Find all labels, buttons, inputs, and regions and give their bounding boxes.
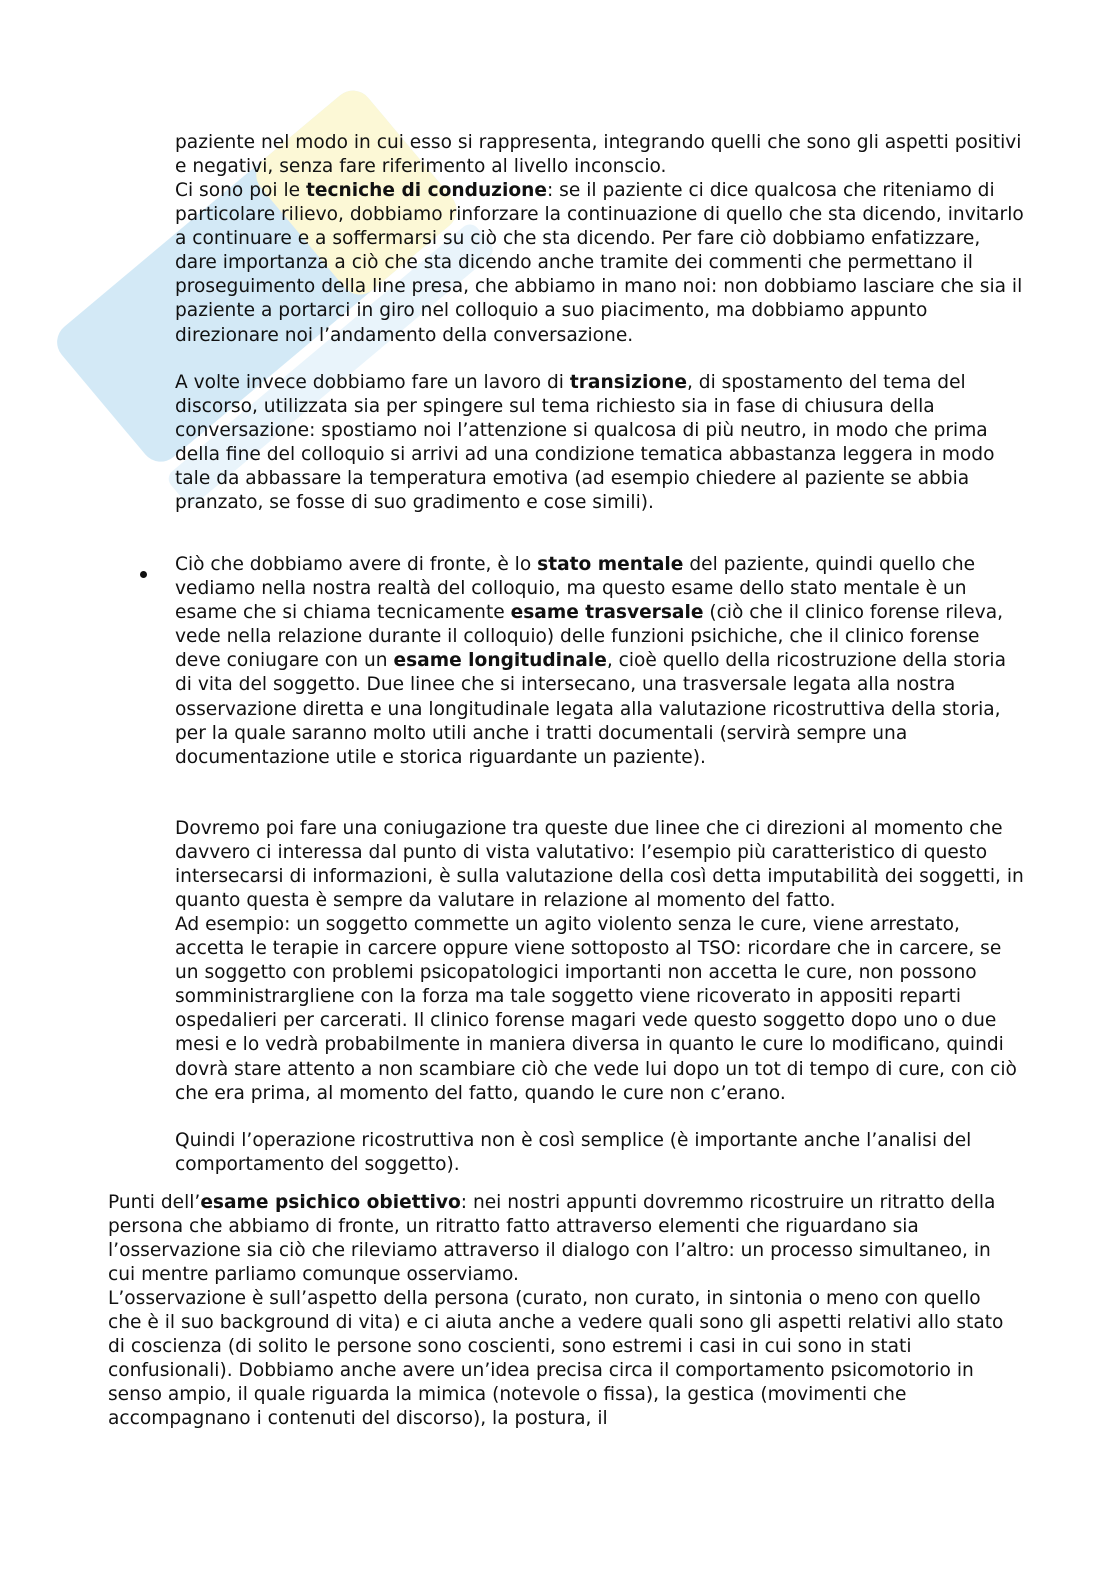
text: , di spostamento del tema del discorso, utilizzata sia per spingere sul tema richiesto sia in fase di chiusura della conversazione: spostiamo noi l’attenzione si qualcosa di più neutro, in modo che prima della fine del colloquio si arrivi ad una condizione tematica abbastanza leggera in modo tale da abbassare la temperatura emotiva (ad esempio chiedere al paziente se abbia pranzato, se fosse di suo gradimento e cose simili). [175,372,995,514]
paragraph-esame-psichico [108,1191,1018,1287]
text: Ad esempio: un soggetto commette un agito violento senza le cure, viene arrestato, accetta le terapie in carcere oppure viene sottoposto al TSO: ricordare che in carcere, se un soggetto con problemi psicopatologici importanti non accetta le cure, non possono somministrargliene con la forza ma tale soggetto viene ricoverato in appositi reparti ospedalieri per carcerati. Il clinico forense magari vede questo soggetto dopo uno o due mesi e lo vedrà probabilmente in maniera diversa in quanto le cure lo modificano, quindi dovrà stare attento a non scambiare ciò che vede lui dopo un tot di tempo di cure, con ciò che era prima, al momento del fatto, quando le cure non c’erano. [175,914,1017,1104]
text: del paziente, quindi quello che vediamo nella nostra realtà del colloquio, ma questo esame dello stato mentale è un esame che si chiama tecnicamente [175,554,976,624]
paragraph-intro [175,131,1025,179]
bold-term: tecniche di conduzione [305,180,547,201]
bold-term: esame longitudinale [393,650,607,672]
text: L’osservazione è sull’aspetto della persona (curato, non curato, in sintonia o meno con quello che è il suo background di vita) e ci aiuta anche a vedere quali sono gli aspetti relativi allo stato di coscienza (di solito le persone sono coscienti, sono estremi i casi in cui sono in stati confusionali). Dobbiamo anche avere un’idea precisa circa il comportamento psicomotorio in senso ampio, il quale riguarda la mimica (notevole o fissa), la gestica (movimenti che accompagnano i contenuti del discorso), la postura, il [108,1288,1004,1430]
bold-term: transizione [569,372,687,393]
paragraph-esempio [175,913,1025,1106]
text: , cioè quello della ricostruzione della storia di vita del soggetto. Due linee che si intersecano, una trasversale legata alla nostra osservazione diretta e una longitudinale legata alla valutazione ricostruttiva della storia, per la quale saranno molto utili anche i tratti documentali (servirà sempre una documentazione utile e storica riguardante un paziente). [175,650,1006,768]
paragraph-tecniche [175,179,1025,348]
text: Ciò che dobbiamo avere di fronte, è lo [175,554,538,575]
text: : nei nostri appunti dovremmo ricostruire un ritratto della persona che abbiamo di fronte, un ritratto fatto attraverso elementi che riguardano sia l’osservazione sia ciò che rileviamo attraverso il dialogo con l’altro: un processo simultaneo, in cui mentre parliamo comunque osserviamo. [108,1192,996,1286]
text: paziente nel modo in cui esso si rappresenta, integrando quelli che sono gli aspetti positivi e negativi, senza fare riferimento al livello inconscio. [175,132,1022,178]
text: Dovremo poi fare una coniugazione tra queste due linee che ci direzioni al momento che davvero ci interessa dal punto di vista valutativo: l’esempio più caratteristico di questo intersecarsi di informazioni, è sulla valutazione della così detta imputabilità dei soggetti, in quanto questa è sempre da valutare in relazione al momento del fatto. [175,818,1024,912]
bold-term: esame psichico obiettivo [200,1192,461,1213]
text: Quindi l’operazione ricostruttiva non è così semplice (è importante anche l’analisi del comportamento del soggetto). [175,1130,972,1176]
text: A volte invece dobbiamo fare un lavoro di [175,372,570,393]
text: (ciò che il clinico forense rileva, vede nella relazione durante il colloquio) delle funzioni psichiche, che il clinico forense deve coniugare con un [175,602,1004,672]
bold-term: stato mentale [537,554,684,575]
text: : se il paziente ci dice qualcosa che riteniamo di particolare rilievo, dobbiamo rinforzare la continuazione di quello che sta dicendo, invitarlo a continuare e a soffermarsi su ciò che sta dicendo. Per fare ciò dobbiamo enfatizzare, dare importanza a ciò che sta dicendo anche tramite dei commenti che permettano il proseguimento della line presa, che abbiamo in mano noi: non dobbiamo lasciare che sia il paziente a portarci in giro nel colloquio a suo piacimento, ma dobbiamo appunto direzionare noi l’andamento della conversazione. [175,180,1024,346]
paragraph-osservazione [108,1287,1018,1432]
paragraph-coniugazione [175,817,1025,913]
text: Punti dell’ [108,1192,201,1213]
paragraph-operazione [175,1129,1025,1177]
text: Ci sono poi le [175,180,306,201]
paragraph-transizione [175,371,1025,516]
bold-term: esame trasversale [510,602,704,624]
bullet-icon [140,571,147,578]
bullet-stato-mentale [175,553,1025,770]
